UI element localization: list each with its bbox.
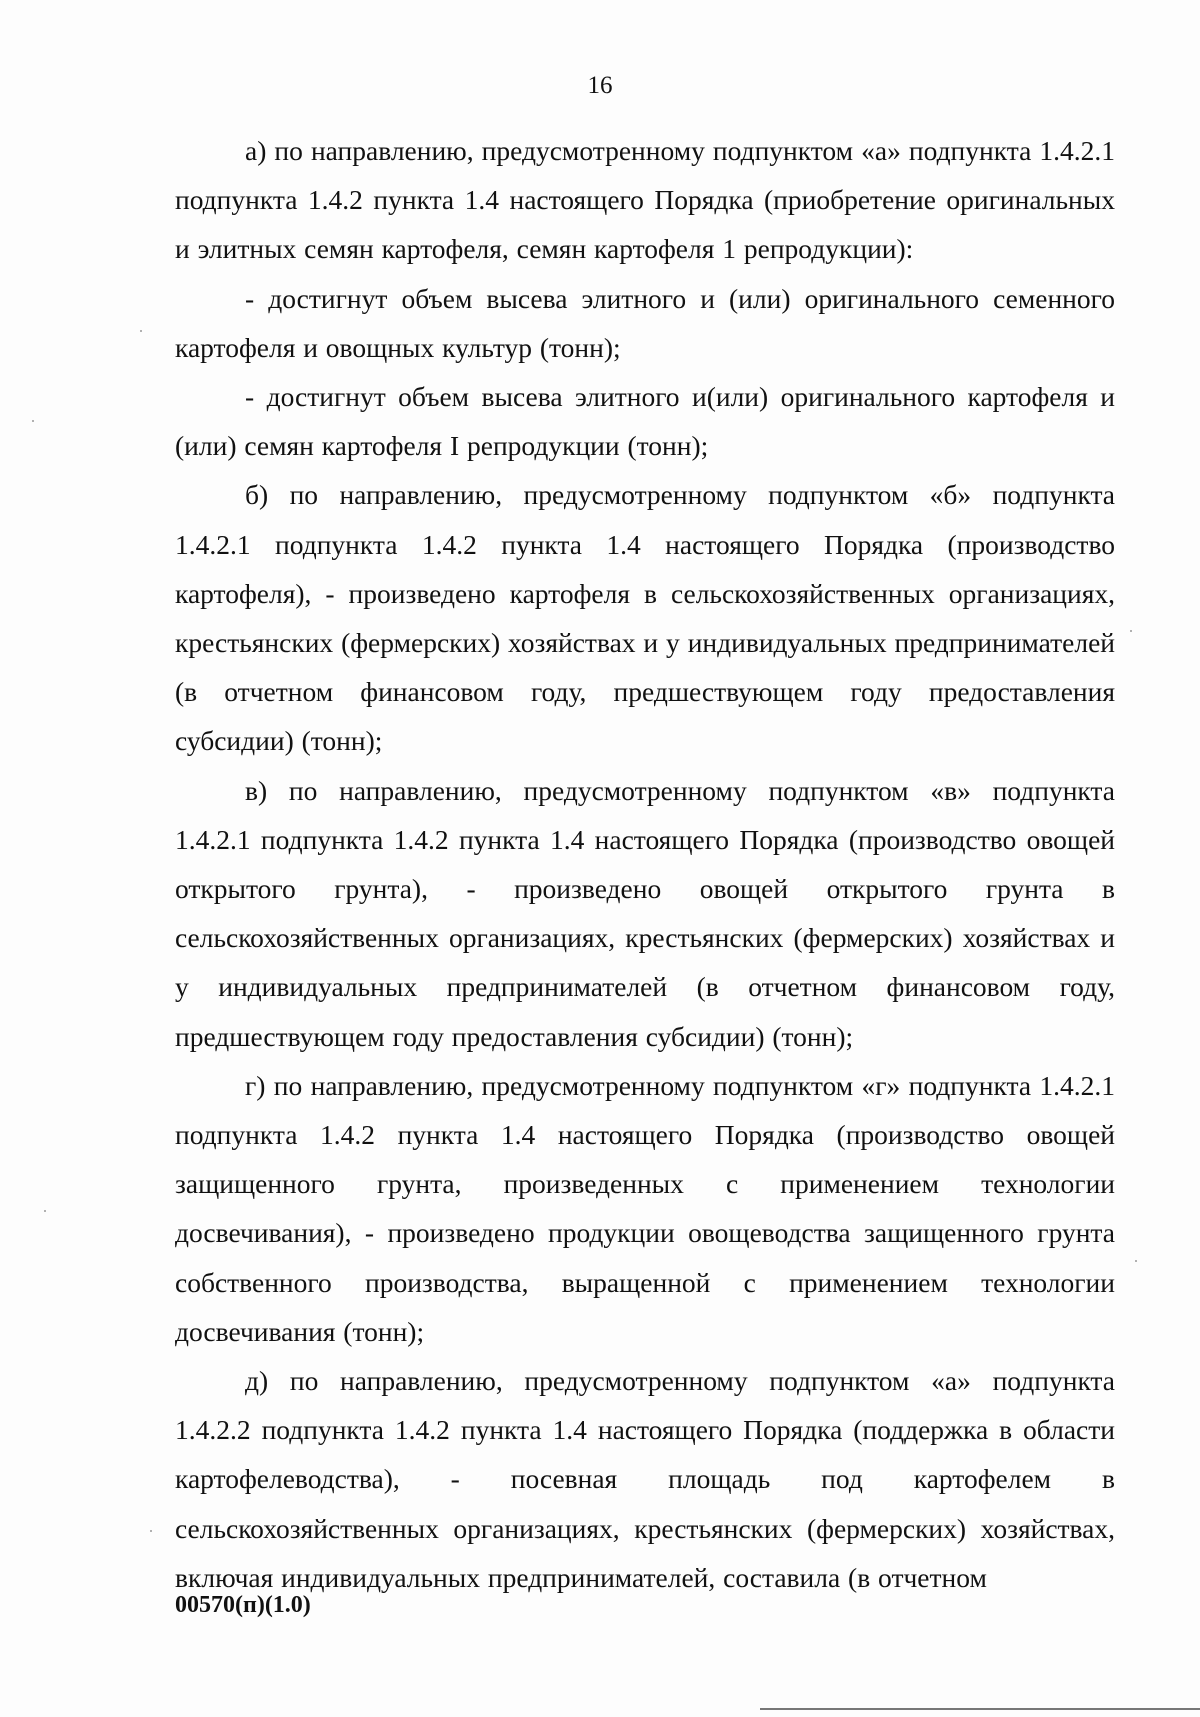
paragraph-a-item-1: - достигнут объем высева элитного и (или) оригинального семенного картофеля и овощных культур (тонн);	[175, 282, 1115, 363]
scan-speck	[32, 420, 34, 422]
document-body	[175, 126, 1115, 1602]
scan-speck	[1130, 630, 1132, 632]
paragraph-a: а) по направлению, предусмотренному подпунктом «а» подпункта 1.4.2.1 подпункта 1.4.2 пункта 1.4 настоящего Порядка (приобретение оригинальных и элитных семян картофеля, семян картофеля 1 репродукции):	[175, 135, 1115, 265]
paragraph-g: г) по направлению, предусмотренному подпунктом «г» подпункта 1.4.2.1 подпункта 1.4.2 пункта 1.4 настоящего Порядка (производство овощей защищенного грунта, произведенных с применением технологии досвечивания), - произведено продукции овощеводства защищенного грунта собственного производства, выращенной с применением технологии досвечивания (тонн);	[175, 1069, 1115, 1347]
scan-speck	[1135, 1260, 1137, 1262]
page-number: 16	[587, 72, 613, 99]
paragraph-a-item-2: - достигнут объем высева элитного и(или) оригинального картофеля и (или) семян картофеля I репродукции (тонн);	[175, 381, 1115, 462]
paragraph-v: в) по направлению, предусмотренному подпунктом «в» подпункта 1.4.2.1 подпункта 1.4.2 пункта 1.4 настоящего Порядка (производство овощей открытого грунта), - произведено овощей открытого грунта в сельскохозяйственных организациях, крестьянских (фермерских) хозяйствах и у индивидуальных предпринимателей (в отчетном финансовом году, предшествующем году предоставления субсидии) (тонн);	[175, 774, 1115, 1052]
scan-speck	[44, 1210, 46, 1212]
document-code: 00570(п)(1.0)	[175, 1592, 311, 1618]
scan-speck	[150, 1530, 152, 1532]
paragraph-d: д) по направлению, предусмотренному подпунктом «а» подпункта 1.4.2.2 подпункта 1.4.2 пункта 1.4 настоящего Порядка (поддержка в области картофелеводства), - посевная площадь под картофелем в сельскохозяйственных организациях, крестьянских (фермерских) хозяйствах, включая индивидуальных предпринимателей, составила (в отчетном	[175, 1365, 1115, 1593]
paragraph-b: б) по направлению, предусмотренному подпунктом «б» подпункта 1.4.2.1 подпункта 1.4.2 пункта 1.4 настоящего Порядка (производство картофеля), - произведено картофеля в сельскохозяйственных организациях, крестьянских (фермерских) хозяйствах и у индивидуальных предпринимателей (в отчетном финансовом году, предшествующем году предоставления субсидии) (тонн);	[175, 479, 1115, 757]
scan-edge-line	[760, 1708, 1200, 1710]
scan-speck	[140, 330, 142, 332]
